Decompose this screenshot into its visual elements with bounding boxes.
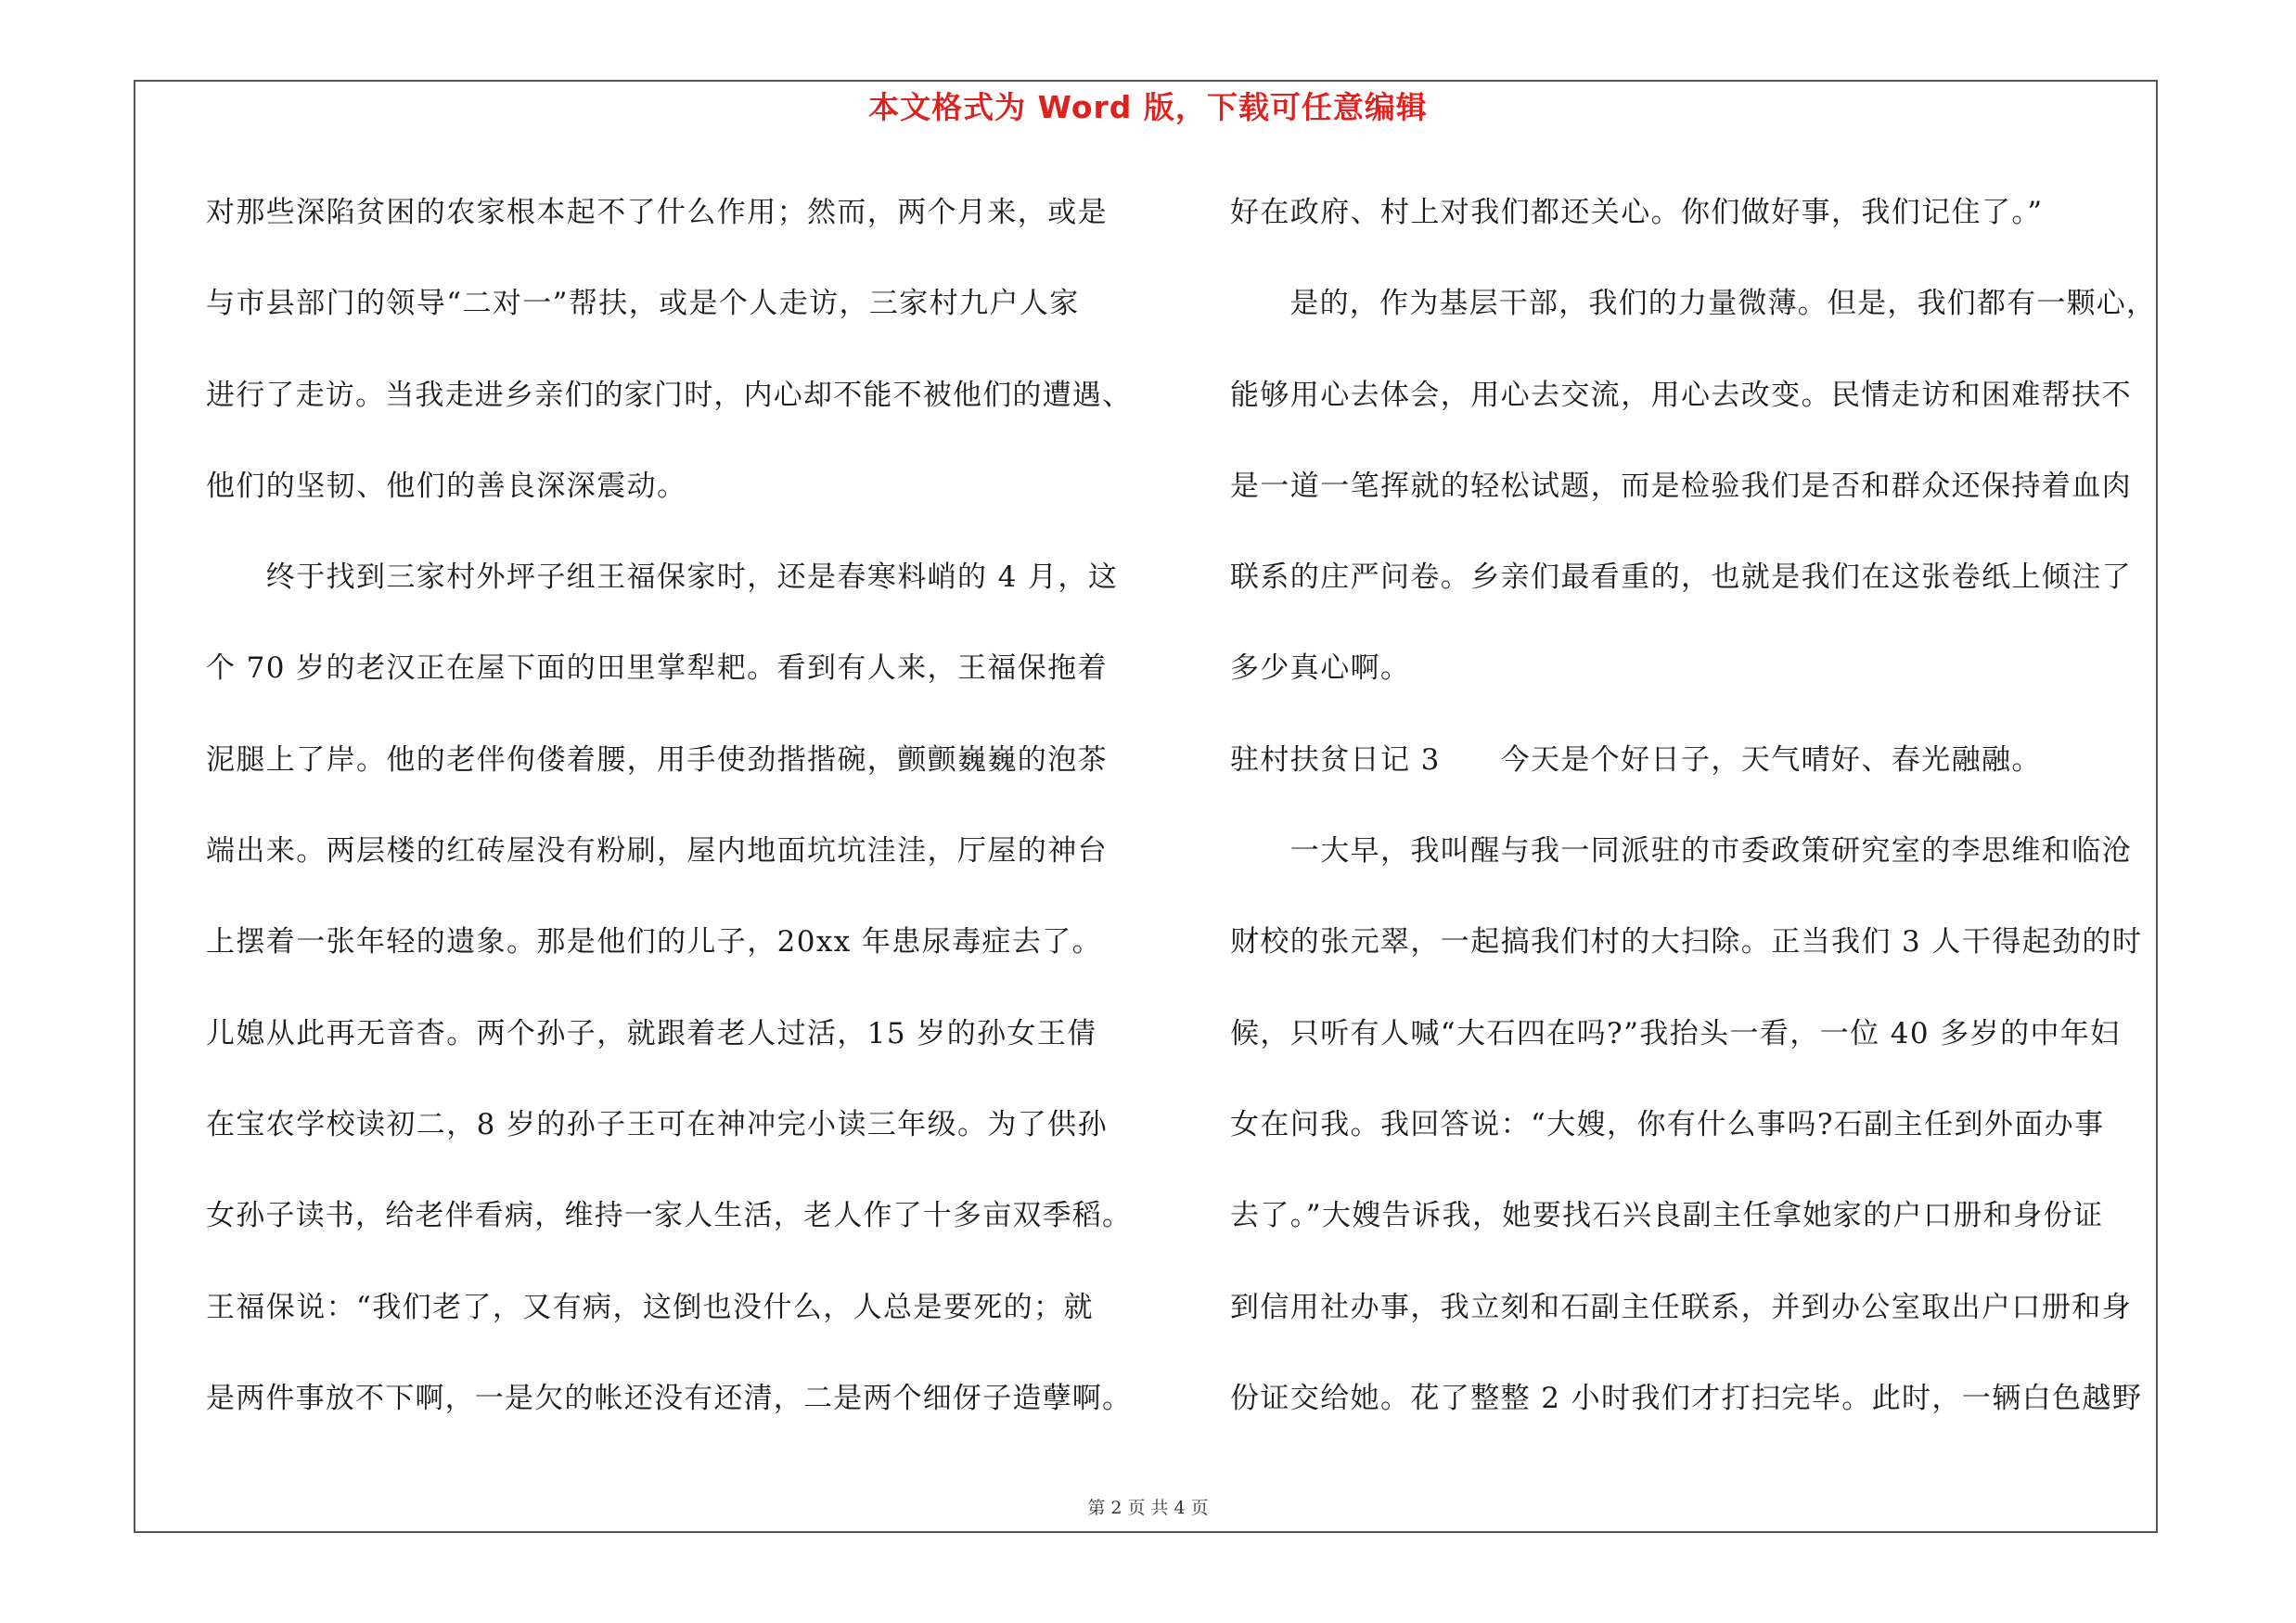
text-line: 是的，作为基层干部，我们的力量微薄。但是，我们都有一颗心， <box>1230 287 2157 321</box>
text-line: 财校的张元翠，一起搞我们村的大扫除。正当我们 3 人干得起劲的时 <box>1230 925 2143 960</box>
text-line: 去了。”大嫂告诉我，她要找石兴良副主任拿她家的户口册和身份证 <box>1230 1199 2104 1233</box>
text-line: 儿媳从此再无音杳。两个孙子，就跟着老人过活，15 岁的孙女王倩 <box>206 1016 1097 1050</box>
left-text-column <box>206 184 1134 1461</box>
text-line: 能够用心去体会，用心去交流，用心去改变。民情走访和困难帮扶不 <box>1230 378 2132 412</box>
text-line: 终于找到三家村外坪子组王福保家时，还是春寒料峭的 4 月，这 <box>206 560 1119 595</box>
text-line: 在宝农学校读初二，8 岁的孙子王可在神冲完小读三年级。为了供孙 <box>206 1107 1108 1141</box>
text-line: 泥腿上了岸。他的老伴佝偻着腰，用手使劲揩揩碗，颤颤巍巍的泡茶 <box>206 742 1108 777</box>
text-line: 多少真心啊。 <box>1230 651 1411 686</box>
text-line: 是两件事放不下啊，一是欠的帐还没有还清，二是两个细伢子造孽啊。 <box>206 1381 1133 1415</box>
text-line: 他们的坚韧、他们的善良深深震动。 <box>206 469 687 503</box>
text-line: 对那些深陷贫困的农家根本起不了什么作用；然而，两个月来，或是 <box>206 196 1108 229</box>
text-line: 候，只听有人喊“大石四在吗?”我抬头一看，一位 40 多岁的中年妇 <box>1230 1016 2121 1050</box>
format-notice-banner: 本文格式为 Word 版，下载可任意编辑 <box>868 89 1428 125</box>
text-line: 是一道一笔挥就的轻松试题，而是检验我们是否和群众还保持着血肉 <box>1230 469 2132 503</box>
text-line: 进行了走访。当我走进乡亲们的家门时，内心却不能不被他们的遭遇、 <box>206 378 1133 412</box>
text-line: 驻村扶贫日记 3 今天是个好日子，天气晴好、春光融融。 <box>1230 742 2042 777</box>
text-line: 份证交给她。花了整整 2 小时我们才打扫完毕。此时，一辆白色越野 <box>1230 1381 2143 1415</box>
right-text-column <box>1230 184 2158 1461</box>
text-line: 上摆着一张年轻的遗象。那是他们的儿子，20xx 年患尿毒症去了。 <box>206 925 1103 960</box>
text-line: 到信用社办事，我立刻和石副主任联系，并到办公室取出户口册和身 <box>1230 1290 2132 1324</box>
text-line: 与市县部门的领导“二对一”帮扶，或是个人走访，三家村九户人家 <box>206 287 1080 321</box>
page-number-footer: 第 2 页 共 4 页 <box>1087 1498 1209 1518</box>
text-line: 好在政府、村上对我们都还关心。你们做好事，我们记住了。” <box>1230 196 2044 229</box>
text-line: 端出来。两层楼的红砖屋没有粉刷，屋内地面坑坑洼洼，厅屋的神台 <box>206 834 1108 869</box>
text-line: 个 70 岁的老汉正在屋下面的田里掌犁耙。看到有人来，王福保拖着 <box>206 651 1108 686</box>
text-line: 王福保说：“我们老了，又有病，这倒也没什么，人总是要死的；就 <box>206 1290 1094 1324</box>
text-line: 联系的庄严问卷。乡亲们最看重的，也就是我们在这张卷纸上倾注了 <box>1230 560 2132 595</box>
text-line: 女孙子读书，给老伴看病，维持一家人生活，老人作了十多亩双季稻。 <box>206 1199 1133 1233</box>
text-line: 一大早，我叫醒与我一同派驻的市委政策研究室的李思维和临沧 <box>1230 834 2132 869</box>
text-line: 女在问我。我回答说：“大嫂，你有什么事吗?石副主任到外面办事 <box>1230 1107 2105 1141</box>
